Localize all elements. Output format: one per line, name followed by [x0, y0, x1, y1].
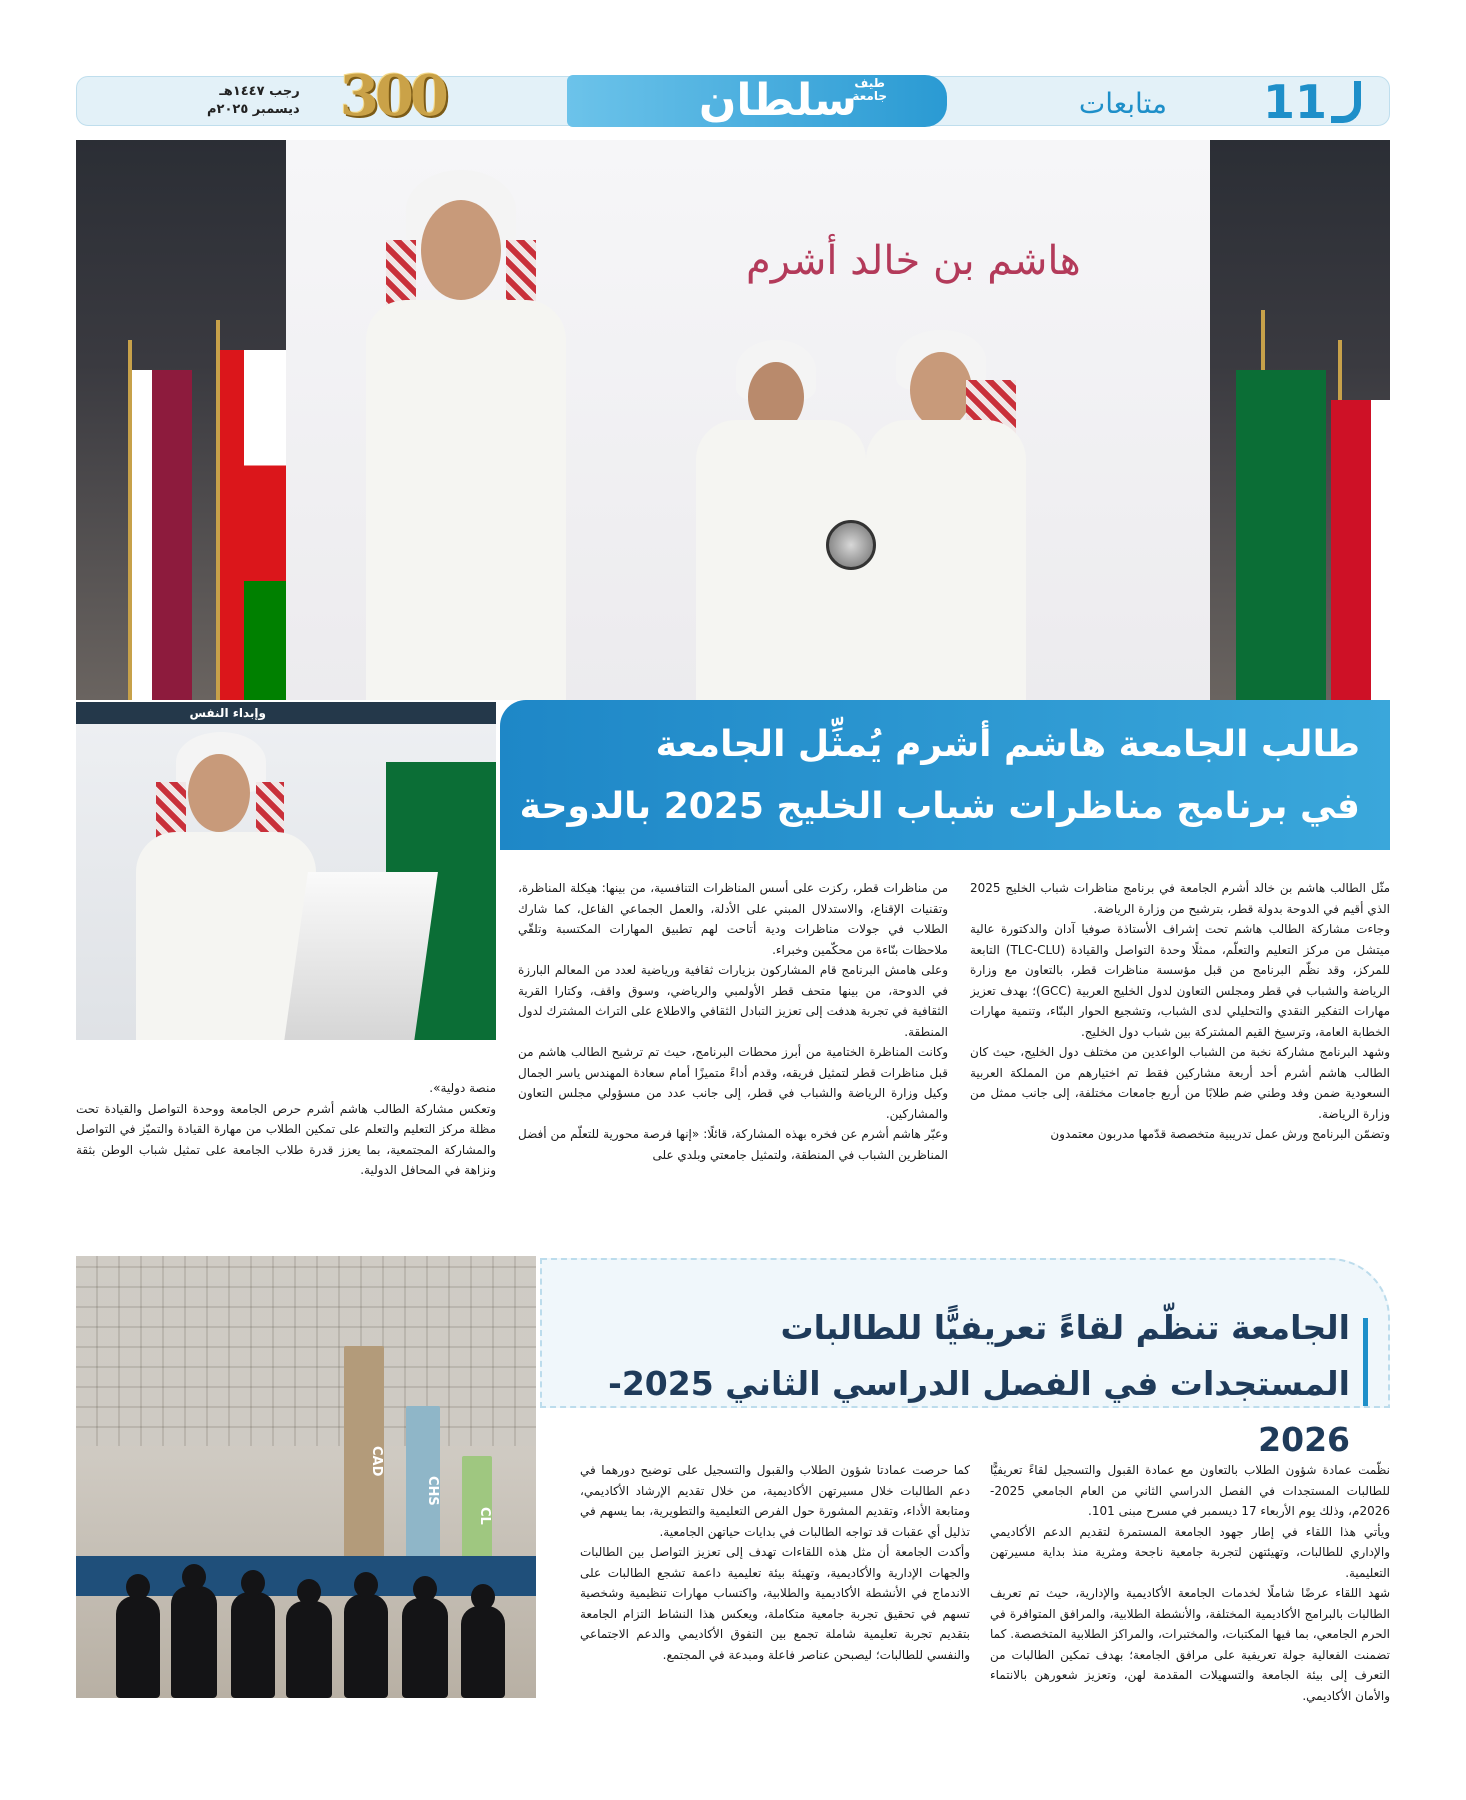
article1-column-3: [76, 1078, 496, 1248]
paragraph: وعلى هامش البرنامج قام المشاركون بزيارات ثقافية ورياضية لعدد من المعالم البارزة في الدوحة، من بينها متحف قطر الأولمبي والرياضي، وسوق واقف، وكتارا القرية الثقافية في تجربة هدفت إلى تعزيز التبادل الثقافي والاطلاع على التراث المشترك لدول المنطقة.: [518, 963, 948, 1039]
paragraph: وجاءت مشاركة الطالب هاشم تحت إشراف الأستاذة صوفيا آدان والدكتورة عالية ميتشل من مركز التعليم والتعلّم، ممثلًا وحدة التواصل والقيادة (TLC-CLU) التابعة للمركز، وقد نظّم البرنامج من قبل مؤسسة مناظرات قطر، بالتعاون مع وزارة الرياضة والشباب في قطر ومجلس التعاون لدول الخليج العربية (GCC)؛ بهدف تعزيز مهارات التفكير النقدي والتحليلي لدى الشباب، وتشجيع الحوار البنّاء، وتنمية مهارات الخطابة العامة، وترسيخ القيم المشتركة بين شباب دول الخليج.: [970, 922, 1390, 1039]
screen-name-text: هاشم بن خالد أشرم: [746, 238, 1081, 284]
paragraph: وتعكس مشاركة الطالب هاشم أشرم حرص الجامعة ووحدة التواصل والقيادة تحت مظلة مركز التعليم والتعلم على تمكين الطلاب من مهارة القيادة والتميّز في التواصل والمشاركة المجتمعية، بما يعزز قدرة طلاب الجامعة على تمثيل شباب الوطن بثقة ونزاهة في المحافل الدولية.: [76, 1101, 496, 1177]
podium: [284, 872, 438, 1040]
student-figure: [231, 1592, 275, 1698]
page-number-bracket: [1331, 81, 1361, 123]
masthead-logo: [567, 75, 947, 127]
student-figure: [402, 1598, 448, 1698]
student-figure: [116, 1596, 160, 1698]
paragraph: شهد اللقاء عرضًا شاملًا لخدمات الجامعة الأكاديمية والإدارية، حيث تم تعريف الطالبات بالبرامج الأكاديمية المختلفة، والأنشطة الطلابية، والمرافق المتوافرة في الحرم الجامعي، بما فيها المكتبات، والمختبرات، والمراكز الطلابية المتخصصة. كما تضمنت الفعالية جولة تعريفية على مرافق الجامعة؛ بهدف تمكين الطالبات من التعرف إلى بيئة الجامعة والتسهيلات المقدمة لهن، وتعزيز شعورهن بالانتماء والأمان الأكاديمي.: [990, 1586, 1390, 1703]
paragraph: وعبّر هاشم أشرم عن فخره بهذه المشاركة، قائلًا: «إنها فرصة محورية للتعلّم من أفضل المناظرين الشباب في المنطقة، ولتمثيل جامعتي وبلدي على: [518, 1127, 948, 1162]
student-figure: [286, 1601, 332, 1698]
paragraph: وأكدت الجامعة أن مثل هذه اللقاءات تهدف إلى تعزيز التواصل بين الطالبات والجهات الإدارية والأكاديمية، وتهيئة بيئة تعليمية داعمة تشجع الطالبات على الاندماج في الأنشطة الأكاديمية والطلابية، واكتساب مهارات تنظيمية وشخصية تسهم في تحقيق تجربة جامعية متكاملة، ويعكس هذا النشاط التزام الجامعة بتقديم تجربة تعليمية شاملة تجمع بين التفوق الأكاديمي والدعم الاجتماعي والنفسي للطالبات؛ ليصبحن عناصر فاعلة ومبدعة في المجتمع.: [580, 1545, 970, 1662]
inset-banner: وإبداء النفس: [76, 702, 496, 724]
date-gregorian: ديسمبر ٢٠٢٥م: [207, 102, 300, 117]
article1-headline-line2: في برنامج مناظرات شباب الخليج 2025 بالدوحة: [519, 786, 1360, 827]
student-figure: [344, 1594, 388, 1698]
college-banner: CHS: [406, 1406, 440, 1566]
logo-sub-2: جامعة: [852, 89, 887, 103]
award-medal: [826, 520, 876, 570]
student-figure: [171, 1586, 217, 1698]
display-screen: [286, 140, 1210, 700]
article2-column-2: [580, 1460, 970, 1760]
logo-word: سلطان: [698, 75, 857, 126]
headline-accent-bar: [1363, 1318, 1368, 1406]
issue-dates: [207, 83, 300, 119]
section-label: متابعات: [1078, 87, 1167, 120]
orientation-event-photo: [76, 1256, 536, 1698]
date-hijri: رجب ١٤٤٧هـ: [219, 84, 300, 99]
logo-sub-1: طيف: [854, 76, 885, 90]
paragraph: وكانت المناظرة الختامية من أبرز محطات البرنامج، حيث تم ترشيح الطالب هاشم من قبل مناظرات قطر لتمثيل فريقه، وقدم أداءً متميزًا أمام سعادة المهندس ياسر الجمال وكيل وزارة الرياضة والشباب في قطر، إلى جانب عدد من مسؤولي مجلس التعاون والمشاركين.: [518, 1045, 948, 1121]
paragraph: مثّل الطالب هاشم بن خالد أشرم الجامعة في برنامج مناظرات شباب الخليج 2025 الذي أقيم في الدوحة بدولة قطر، بترشيح من وزارة الرياضة.: [970, 881, 1390, 916]
bahrain-flag: [1331, 400, 1390, 700]
paragraph: وتضمّن البرنامج ورش عمل تدريبية متخصصة قدّمها مدربون معتمدون: [1050, 1127, 1390, 1141]
award-ceremony-photo: [76, 140, 1390, 700]
student-figure: [461, 1606, 505, 1698]
paragraph: منصة دولية».: [429, 1081, 496, 1095]
student-speech-photo: [76, 702, 496, 1040]
anniversary-badge: 300: [340, 63, 445, 129]
paragraph: ويأتي هذا اللقاء في إطار جهود الجامعة المستمرة لتقديم الدعم الأكاديمي والإداري للطالبات، وتهيئتهن لتجربة جامعية ناجحة ومثرية منذ بداية مسيرتهن التعليمية.: [990, 1524, 1390, 1580]
article2-column-1: [990, 1460, 1390, 1760]
article1-column-1: [970, 878, 1390, 1248]
logo-subtitle: [852, 77, 887, 103]
article1-column-2: [518, 878, 948, 1248]
article2-headline: [560, 1300, 1350, 1468]
college-banner: CAD: [344, 1346, 384, 1566]
article2-headline-line2: المستجدات في الفصل الدراسي الثاني 2025-2026: [608, 1364, 1350, 1459]
paragraph: وشهد البرنامج مشاركة نخبة من الشباب الواعدين من مختلف دول الخليج، حيث كان الطالب هاشم أشرم أحد أربعة مشاركين فقط تم اختيارهم من المملكة العربية السعودية ضمن وفد وطني ضم طلابًا من أربع جامعات مختلفة، إلى جانب ممثل من وزارة الرياضة.: [970, 1045, 1390, 1121]
paragraph: نظّمت عمادة شؤون الطلاب بالتعاون مع عمادة القبول والتسجيل لقاءً تعريفيًّا للطالبات المستجدات في الفصل الدراسي الثاني من العام الجامعي 2025-2026م، وذلك يوم الأربعاء 17 ديسمبر في مسرح مبنى 101.: [990, 1463, 1390, 1518]
saudi-flag: [1236, 370, 1326, 700]
article1-headline-line1: طالب الجامعة هاشم أشرم يُمثِّل الجامعة: [655, 724, 1360, 765]
paragraph: من مناظرات قطر، ركزت على أسس المناظرات التنافسية، من بينها: هيكلة المناظرة، وتقنيات الإقناع، والاستدلال المبني على الأدلة، والعمل الجماعي الفاعل، كما شارك الطلاب في جولات مناظرات ودية أتاحت لهم تطبيق المهارات المكتسبة وتلقّي ملاحظات بنّاءة من محكّمين وخبراء.: [518, 881, 948, 957]
paragraph: كما حرصت عمادتا شؤون الطلاب والقبول والتسجيل على توضيح دورهما في دعم الطالبات خلال مسيرتهن الأكاديمية، من خلال تقديم الإرشاد الأكاديمي، ومتابعة الأداء، وتقديم المشورة حول الفرص التعليمية والتطويرية، بما يسهم في تذليل أي عقبات قد تواجه الطالبات في بدايات حياتهن الجامعية.: [580, 1463, 970, 1539]
page-number: 11: [1262, 75, 1327, 129]
college-banner: CL: [462, 1456, 492, 1566]
page-header: [76, 63, 1390, 129]
qatar-flag: [132, 370, 192, 700]
oman-flag: [220, 350, 286, 700]
article1-headline: [500, 700, 1390, 850]
article2-headline-line1: الجامعة تنظّم لقاءً تعريفيًّا للطالبات: [780, 1308, 1350, 1347]
ceiling: [76, 1256, 536, 1446]
